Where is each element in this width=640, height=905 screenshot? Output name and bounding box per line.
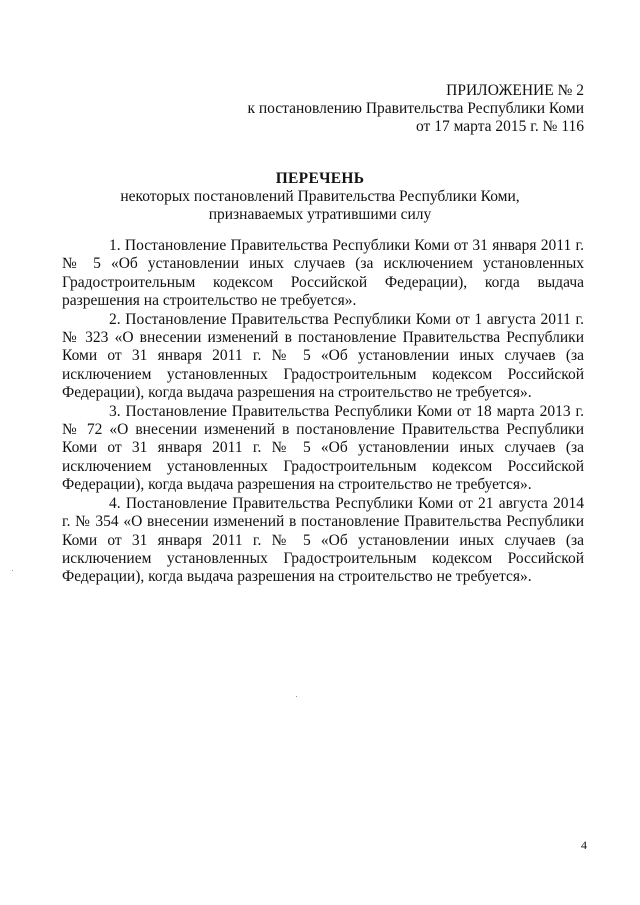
list-item-2: 2. Постановление Правительства Республики Коми от 1 августа 2011 г. № 323 «О внесении изменений в постановление Правительства Республики Коми от 31 января 2011 г. № 5 «Об установлении иных случаев (за исключением установленных Градостроительным кодексом Российской Федерации), когда выдача разрешения на строительство не требуется».	[62, 310, 584, 402]
list-item-4: 4. Постановление Правительства Республики Коми от 21 августа 2014 г. № 354 «О внесении изменений в постановление Правительства Республики Коми от 31 января 2011 г. № 5 «Об установлении иных случаев (за исключением установленных Градостроительным кодексом Российской Федерации), когда выдача разрешения на строительство не требуется».	[62, 494, 584, 586]
appendix-label: ПРИЛОЖЕНИЕ № 2	[446, 82, 584, 99]
appendix-date-number: от 17 марта 2015 г. № 116	[416, 118, 584, 135]
document-title: ПЕРЕЧЕНЬ	[275, 170, 365, 187]
scan-speck	[12, 570, 13, 571]
appendix-resolution-ref: к постановлению Правительства Республики Коми	[247, 100, 584, 117]
document-subtitle-line-2: признаваемых утратившими силу	[208, 206, 432, 223]
scan-speck	[296, 696, 297, 697]
list-item-1: 1. Постановление Правительства Республики Коми от 31 января 2011 г. № 5 «Об установлении иных случаев (за исключением установленных Градостроительным кодексом Российской Федерации), когда выдача разрешения на строительство не требуется».	[62, 237, 584, 310]
list-item-3: 3. Постановление Правительства Республики Коми от 18 марта 2013 г. № 72 «О внесении изменений в постановление Правительства Республики Коми от 31 января 2011 г. № 5 «Об установлении иных случаев (за исключением установленных Градостроительным кодексом Российской Федерации), когда выдача разрешения на строительство не требуется».	[62, 402, 584, 494]
document-subtitle-line-1: некоторых постановлений Правительства Республики Коми,	[120, 188, 520, 205]
page-number: 4	[581, 838, 587, 852]
appendix-header	[247, 82, 584, 136]
document-body	[62, 237, 584, 587]
document-title-block	[0, 170, 640, 224]
